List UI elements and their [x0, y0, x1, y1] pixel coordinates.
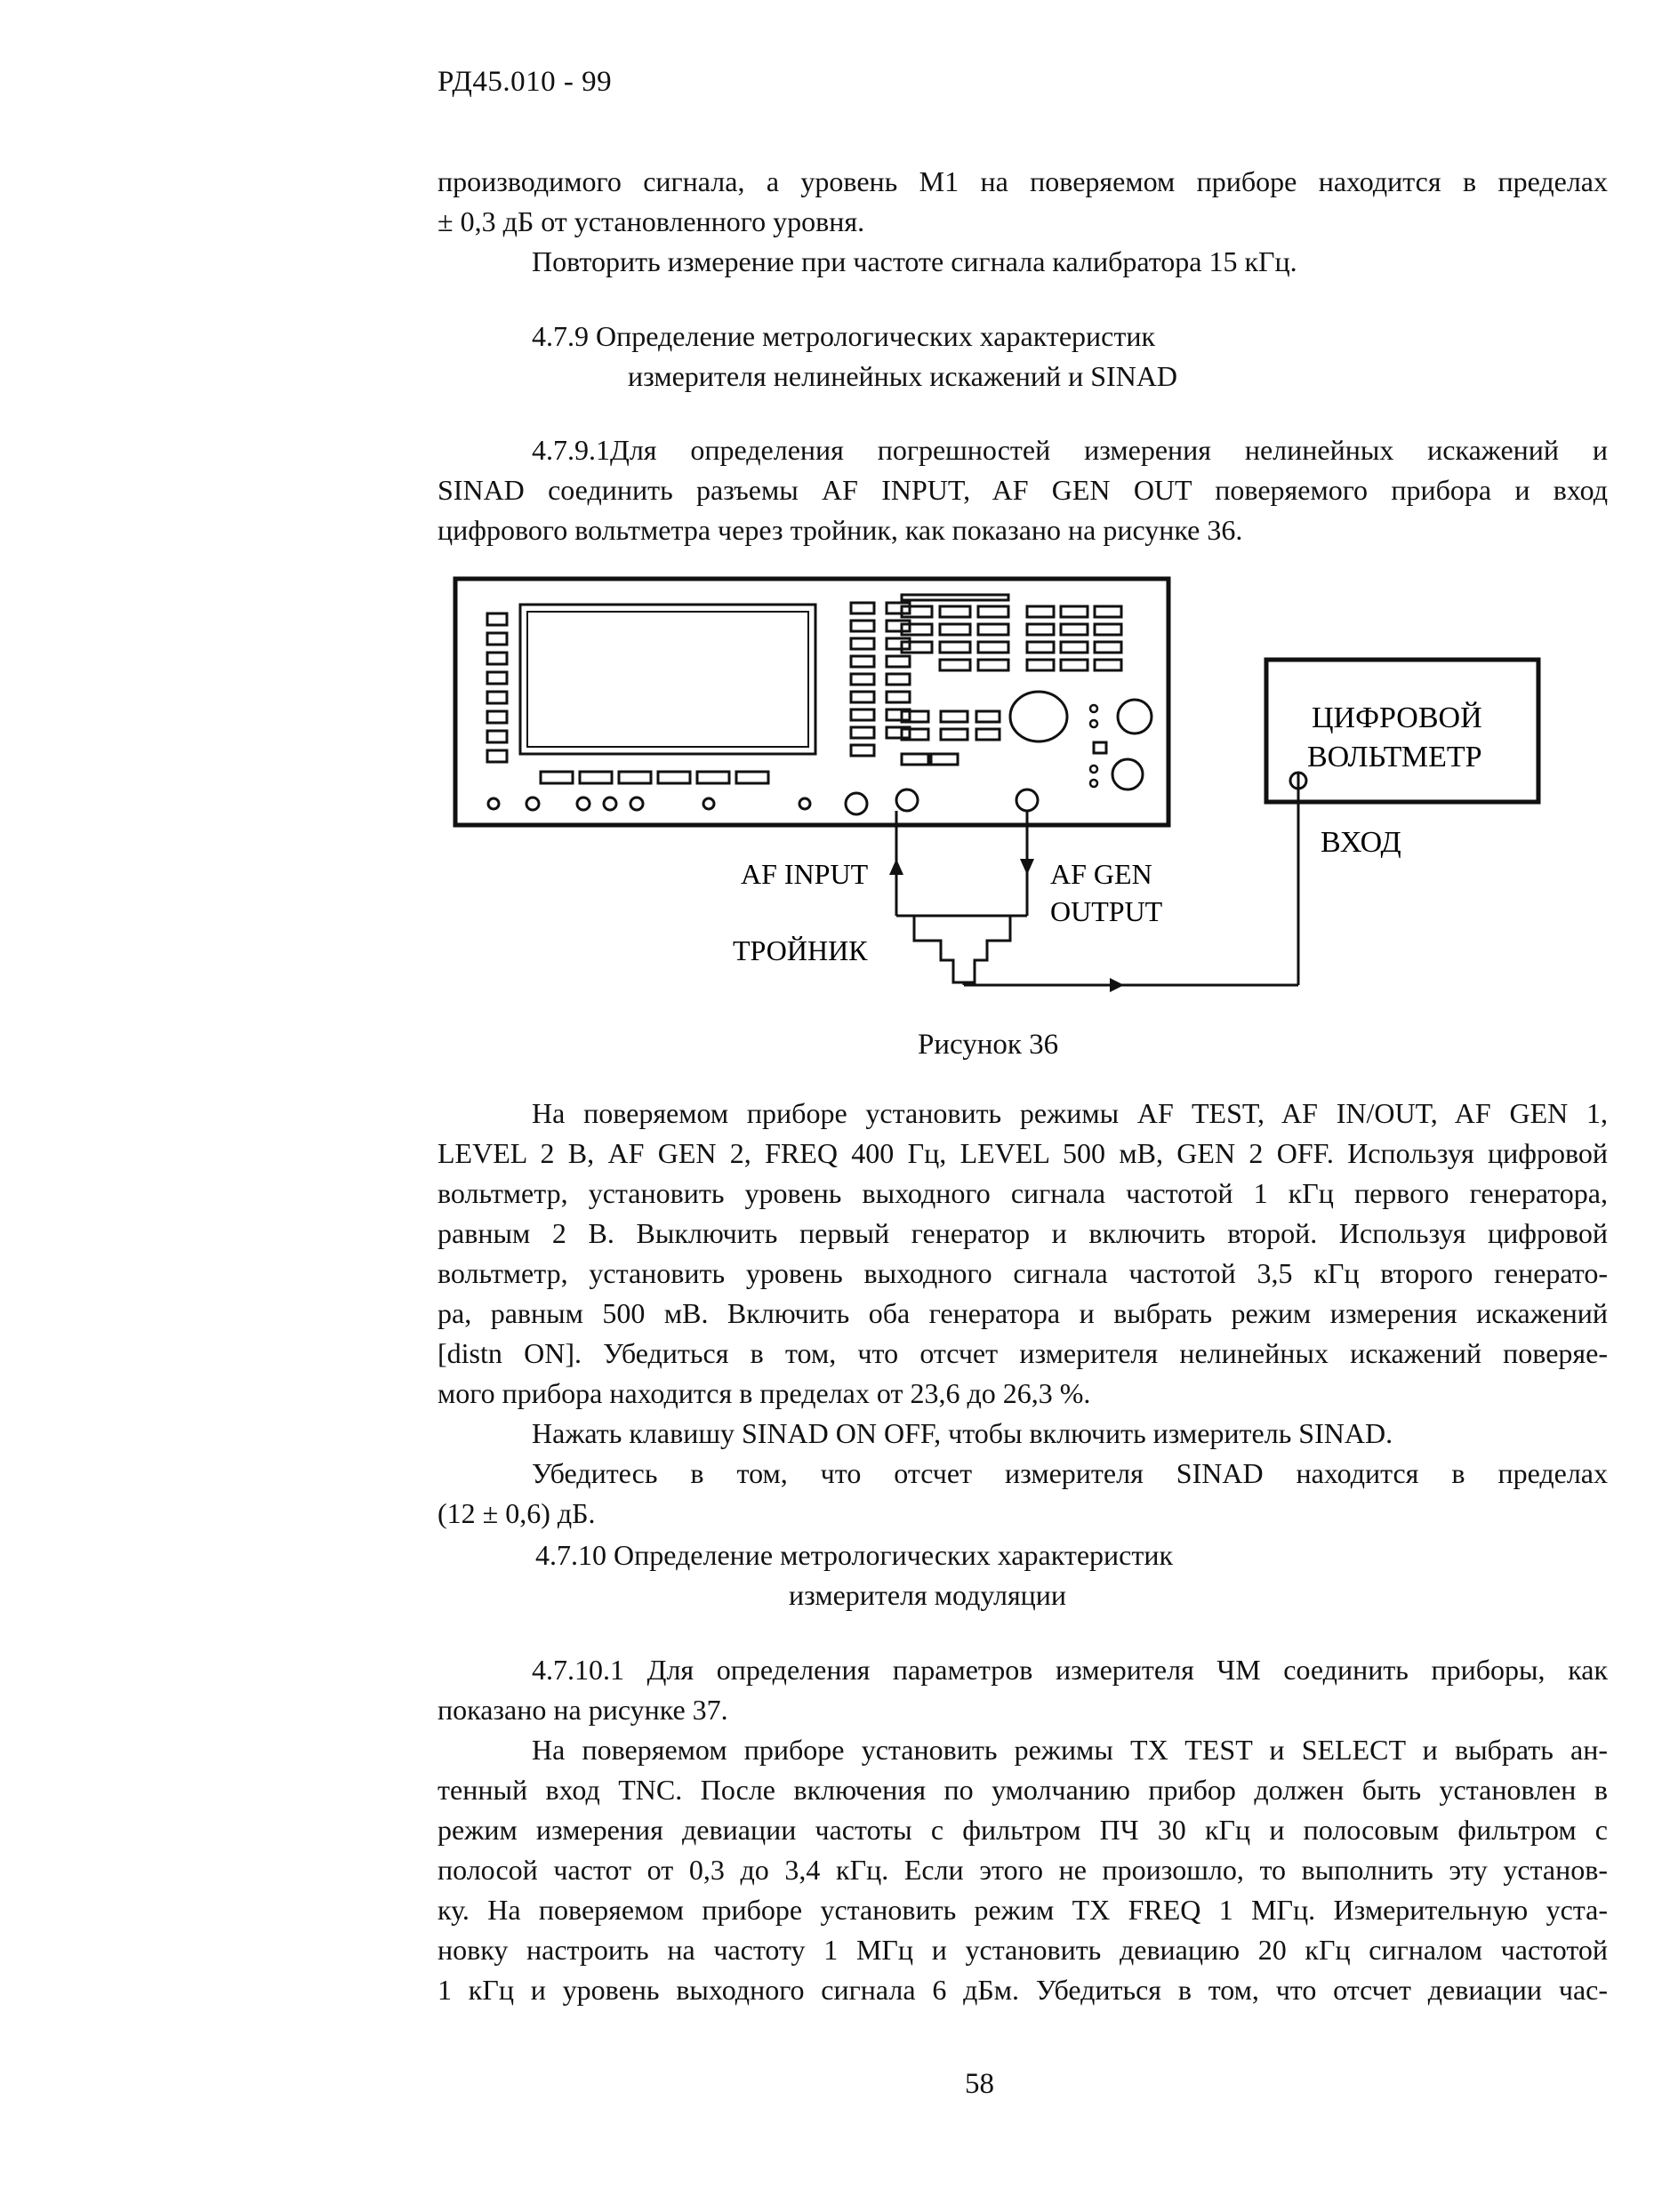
- tx-line-6: новку настроить на частоту 1 МГц и установить девиацию 20 кГц сигналом частотой: [438, 1934, 1608, 1966]
- display-screen: [520, 605, 815, 754]
- af-gen-label-line-1: AF GEN: [1050, 858, 1152, 890]
- voltmeter-arrow: [1110, 978, 1124, 992]
- tx-line-1: На поверяемом приборе установить режимы TX TEST и SELECT и выбрать ан-: [532, 1734, 1608, 1766]
- section-479-title-line-2: измерителя нелинейных искажений и SINAD: [628, 360, 1178, 392]
- tx-line-7: 1 кГц и уровень выходного сигнала 6 дБм. Убедиться в том, что отсчет девиации час-: [438, 1974, 1608, 2006]
- af-line-6: ра, равным 500 мВ. Включить оба генератора и выбрать режим измерения искажений: [438, 1297, 1608, 1329]
- tuning-knob: [1010, 692, 1067, 741]
- af-line-3: вольтметр, установить уровень выходного сигнала частотой 1 кГц первого генератора,: [438, 1177, 1608, 1209]
- af-line-7: [distn ON]. Убедиться в том, что отсчет измерителя нелинейных искажений поверяе-: [438, 1337, 1608, 1369]
- para-4791-line-1: 4.7.9.1Для определения погрешностей измерения нелинейных искажений и: [532, 434, 1608, 466]
- tx-test-paragraph: [438, 1730, 1608, 2010]
- voltmeter-label-line-1: ЦИФРОВОЙ: [1312, 701, 1482, 734]
- paragraph-4-7-10-1: [438, 1650, 1608, 1730]
- af-line-5: вольтметр, установить уровень выходного сигнала частотой 3,5 кГц второго генерато-: [438, 1257, 1608, 1289]
- af-gen-output-connector: [1016, 789, 1038, 811]
- right-dial-upper: [1118, 700, 1152, 733]
- af-test-paragraph: [438, 1094, 1608, 1534]
- af-line-4: равным 2 В. Выключить первый генератор и включить второй. Используя цифровой: [438, 1217, 1608, 1249]
- af-line-1: На поверяемом приборе установить режимы AF TEST, AF IN/OUT, AF GEN 1,: [532, 1097, 1608, 1129]
- tee-connector: [914, 916, 1010, 982]
- repeat-measurement-text: Повторить измерение при частоте сигнала калибратора 15 кГц.: [532, 245, 1297, 277]
- tee-label: ТРОЙНИК: [733, 934, 868, 966]
- tx-line-2: тенный вход TNC. После включения по умолчанию прибор должен быть установлен в: [438, 1774, 1608, 1806]
- section-4710-title-line-2: измерителя модуляции: [789, 1579, 1067, 1611]
- intro-line-2: ± 0,3 дБ от установленного уровня.: [438, 205, 865, 237]
- sinad-press-text: Нажать клавишу SINAD ON OFF, чтобы включить измеритель SINAD.: [532, 1417, 1393, 1449]
- keypad-block: [851, 595, 1121, 765]
- right-dial-lower: [1112, 759, 1143, 789]
- af-line-2: LEVEL 2 В, AF GEN 2, FREQ 400 Гц, LEVEL 500 мВ, GEN 2 OFF. Используя цифровой: [438, 1137, 1608, 1169]
- voltmeter-label-line-2: ВОЛЬТМЕТР: [1307, 741, 1482, 773]
- page-number: 58: [965, 2068, 994, 2100]
- tx-line-3: режим измерения девиации частоты с фильтром ПЧ 30 кГц и полосовым фильтром с: [438, 1814, 1608, 1846]
- tx-line-4: полосой частот от 0,3 до 3,4 кГц. Если этого не произошло, то выполнить эту установ-: [438, 1854, 1608, 1886]
- section-heading-4-7-10: [535, 1535, 1173, 1615]
- para-4791-line-3: цифрового вольтметра через тройник, как показано на рисунке 36.: [438, 514, 1243, 546]
- para-4791-line-2: SINAD соединить разъемы AF INPUT, AF GEN OUT поверяемого прибора и вход: [438, 474, 1608, 506]
- tx-line-5: ку. На поверяемом приборе установить режим TX FREQ 1 МГц. Измерительную уста-: [438, 1894, 1608, 1926]
- para-47101-line-1: 4.7.10.1 Для определения параметров измерителя ЧМ соединить приборы, как: [532, 1654, 1608, 1686]
- af-input-label: AF INPUT: [741, 858, 869, 890]
- af-input-arrow: [889, 859, 903, 875]
- sinad-check-line-1: Убедитесь в том, что отсчет измерителя SINAD находится в пределах: [532, 1457, 1608, 1489]
- af-gen-arrow: [1020, 859, 1034, 875]
- document-code-header: РД45.010 - 99: [438, 66, 613, 98]
- af-input-connector: [896, 789, 918, 811]
- para-47101-line-2: показано на рисунке 37.: [438, 1694, 728, 1726]
- input-label: ВХОД: [1321, 826, 1401, 859]
- af-gen-label-line-2: OUTPUT: [1050, 895, 1163, 927]
- section-479-title-line-1: 4.7.9 Определение метрологических характеристик: [532, 320, 1155, 352]
- section-4710-title-line-1: 4.7.10 Определение метрологических характеристик: [535, 1539, 1173, 1571]
- intro-line-1: производимого сигнала, а уровень M1 на поверяемом приборе находится в пределах: [438, 165, 1608, 197]
- bottom-softkey-row: [541, 772, 768, 783]
- af-line-8: мого прибора находится в пределах от 23,6 до 26,3 %.: [438, 1377, 1091, 1409]
- front-connectors: [488, 793, 867, 814]
- left-softkey-column: [487, 613, 507, 762]
- sinad-check-line-2: (12 ± 0,6) дБ.: [438, 1497, 596, 1529]
- figure-caption: Рисунок 36: [918, 1029, 1059, 1061]
